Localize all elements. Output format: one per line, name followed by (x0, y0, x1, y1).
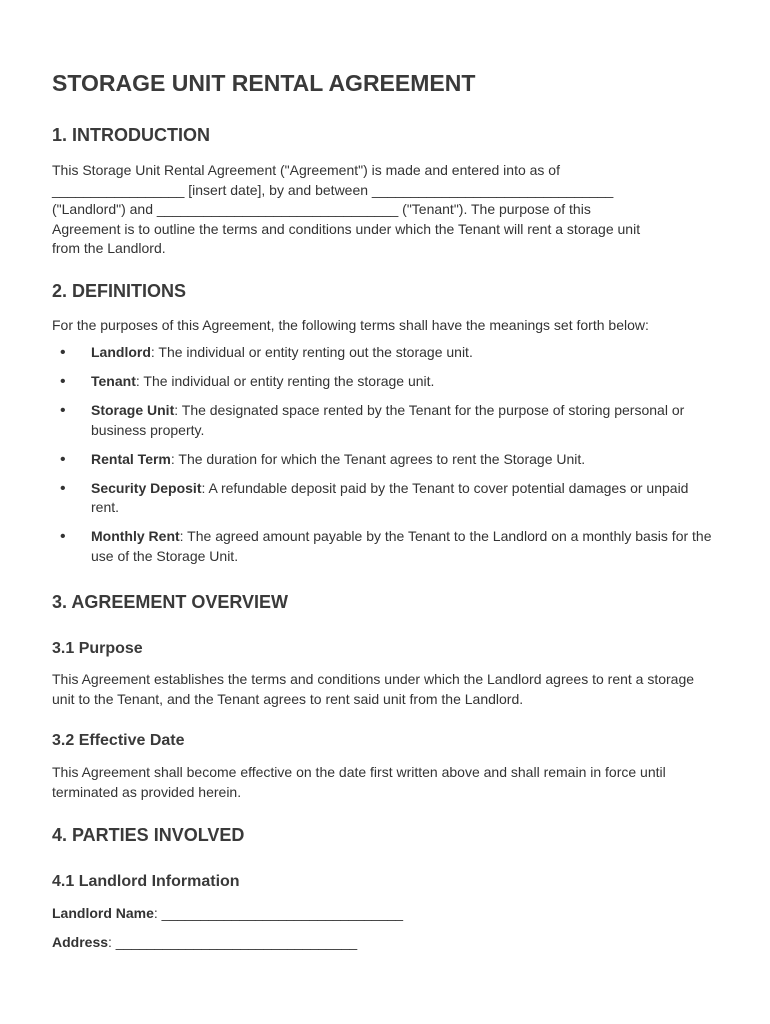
introduction-line: This Storage Unit Rental Agreement ("Agreement") is made and entered into as of (52, 162, 560, 178)
definition-item (52, 401, 717, 440)
landlord-name-field (52, 904, 403, 924)
bullet-icon: • (60, 528, 66, 545)
introduction-line: ("Landlord") and _______________________________ ("Tenant"). The purpose of this (52, 201, 591, 217)
bullet-icon: • (60, 479, 66, 497)
landlord-name-blank: : _______________________________ (153, 905, 404, 921)
document-title: STORAGE UNIT RENTAL AGREEMENT (52, 70, 476, 96)
section-heading-introduction: 1. INTRODUCTION (52, 125, 211, 145)
bullet-icon: • (60, 402, 66, 419)
definition-item (52, 450, 717, 470)
landlord-address-field (52, 933, 357, 953)
definition-item (52, 527, 717, 566)
definition-text: : The individual or entity renting the storage unit. (135, 373, 435, 389)
effective-date-paragraph: This Agreement shall become effective on the date first written above and shall remain in force until terminated as provided herein. (52, 764, 666, 800)
definition-item (52, 479, 717, 518)
introduction-line: _________________ [insert date], by and between _______________________________ (52, 181, 614, 198)
definition-item (52, 343, 717, 363)
landlord-address-label: Address (52, 934, 109, 950)
definition-item (52, 372, 717, 392)
definition-text: : The agreed amount payable by the Tenant to the Landlord on a monthly basis for the use of the Storage Unit. (91, 528, 712, 564)
definition-term: Landlord (91, 344, 151, 360)
definition-term: Monthly Rent (91, 528, 180, 544)
definition-term: Tenant (91, 373, 136, 389)
definition-term: Rental Term (91, 450, 171, 467)
landlord-name-label: Landlord Name (52, 905, 154, 921)
definition-term: Storage Unit (91, 402, 175, 418)
section-heading-parties-involved: 4. PARTIES INVOLVED (52, 825, 245, 845)
definitions-intro: For the purposes of this Agreement, the following terms shall have the meanings set forth below: (52, 317, 649, 333)
subsection-heading-effective-date: 3.2 Effective Date (52, 732, 185, 749)
bullet-icon: • (60, 373, 66, 390)
bullet-icon: • (60, 450, 66, 468)
bullet-icon: • (60, 344, 66, 361)
section-heading-definitions: 2. DEFINITIONS (52, 281, 187, 301)
purpose-paragraph: This Agreement establishes the terms and conditions under which the Landlord agrees to rent a storage unit to the Tenant, and the Tenant agrees to rent said unit from the Landlord. (52, 671, 695, 707)
introduction-line: from the Landlord. (52, 240, 166, 256)
subsection-heading-purpose: 3.1 Purpose (52, 640, 143, 657)
subsection-heading-landlord-information: 4.1 Landlord Information (52, 873, 240, 890)
introduction-paragraph (52, 161, 717, 259)
introduction-line: Agreement is to outline the terms and conditions under which the Tenant will rent a storage unit (52, 220, 641, 237)
definition-text: : The designated space rented by the Tenant for the purpose of storing personal or business property. (91, 402, 685, 438)
definition-term: Security Deposit (91, 479, 202, 496)
landlord-address-blank: : _______________________________ (108, 934, 358, 950)
definition-text: : The duration for which the Tenant agrees to rent the Storage Unit. (170, 450, 586, 467)
section-heading-agreement-overview: 3. AGREEMENT OVERVIEW (52, 592, 289, 612)
definition-text: : The individual or entity renting out the storage unit. (150, 344, 473, 360)
definitions-list (52, 343, 717, 576)
definition-text: : A refundable deposit paid by the Tenant to cover potential damages or unpaid rent. (91, 479, 689, 515)
